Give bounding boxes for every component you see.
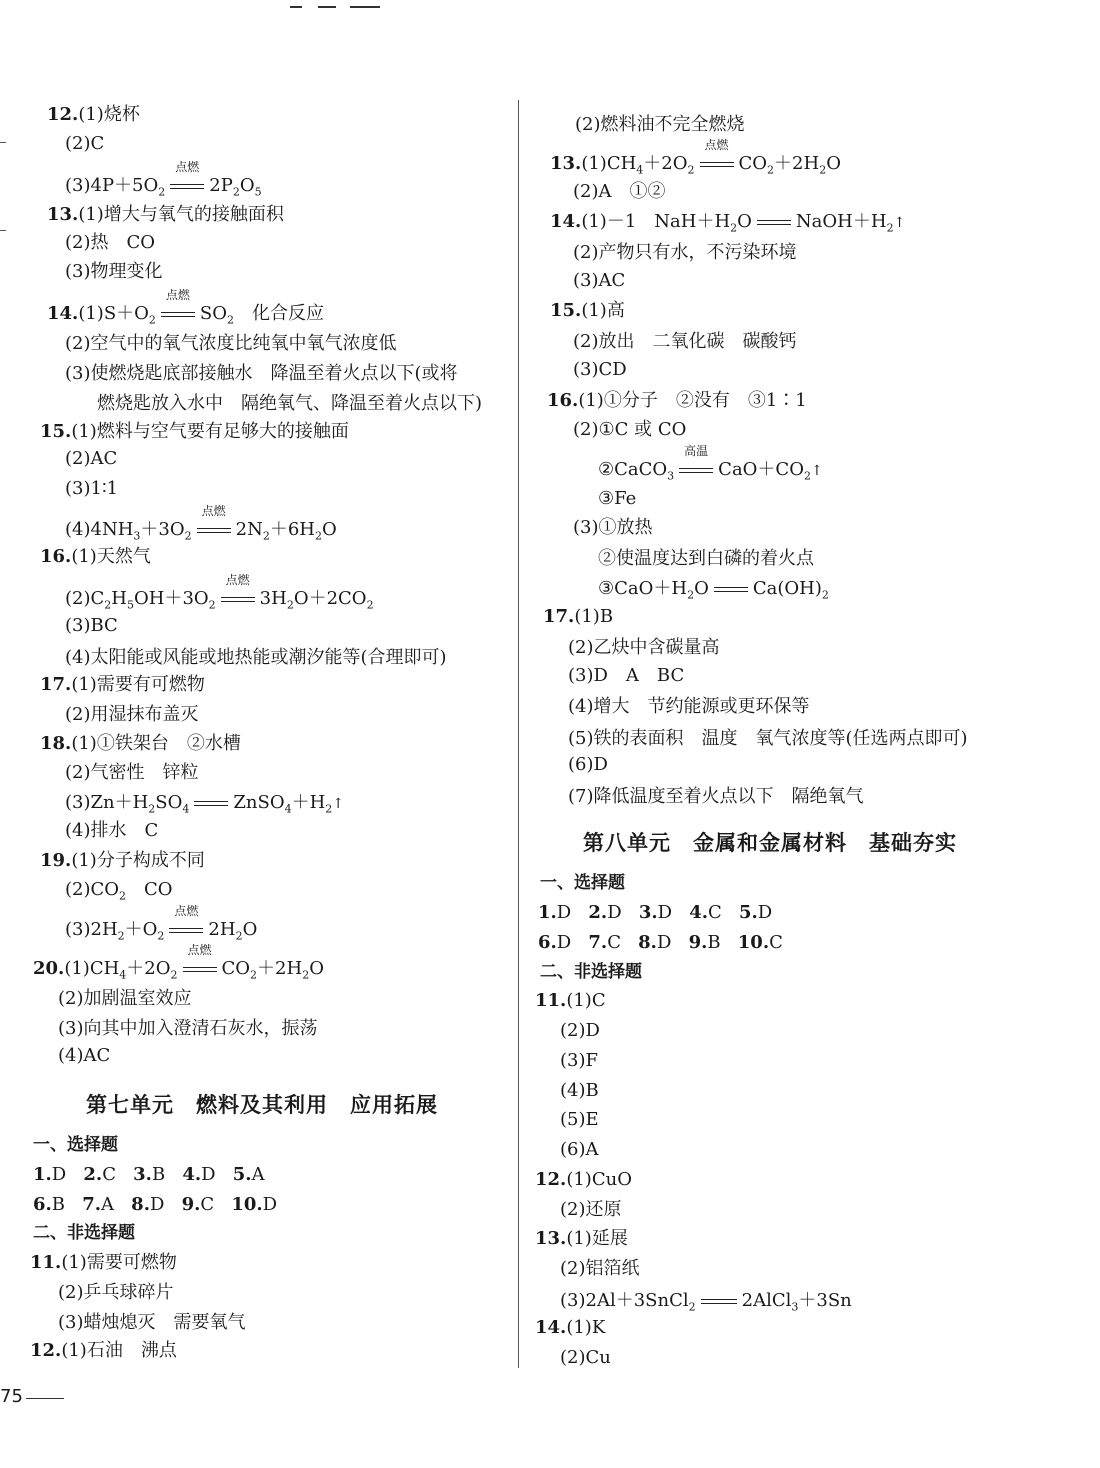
answer-line: 11.(1)需要可燃物 — [30, 1252, 177, 1273]
answer-line: (3)使燃烧匙底部接触水 降温至着火点以下(或将 — [65, 363, 458, 384]
answer-line: (2)用湿抹布盖灭 — [65, 704, 199, 725]
answer-line: (3)CD — [573, 359, 627, 380]
answer-line: (5)E — [560, 1109, 599, 1130]
reaction-arrow: 点燃 — [179, 958, 221, 980]
equation-line: $(3)Zn+H_2SO_4$ $ZnSO_4+H_2↑$ — [65, 792, 345, 816]
answer-line: (4)AC — [58, 1045, 111, 1066]
equation-line: $(4)4NH_3+3O_2$ 点燃 $2N_2+6H_2O$ — [65, 504, 337, 543]
equation-line: $(3)2H_2+O_2$ 点燃 $2H_2O$ — [65, 904, 258, 943]
answer-line: (3)①放热 — [573, 517, 653, 538]
answer-line: 燃烧匙放入水中 隔绝氧气、降温至着火点以下) — [97, 393, 483, 414]
top-edge-marks — [290, 0, 390, 10]
answer-line: (4)B — [560, 1080, 599, 1101]
equation-line: $(3)4P+5O_2$ 点燃 $2P_2O_5$ — [65, 160, 262, 199]
equation-line: 14.(1)－1 $NaH+H_2O$ $NaOH+H_2↑$ — [550, 211, 906, 235]
choice-answers-row: 1.D 2.C 3.B 4.D 5.A — [33, 1164, 265, 1185]
answer-line: (2)Cu — [560, 1347, 611, 1368]
answer-line: 15.(1)高 — [550, 300, 625, 321]
choice-answers-row: 6.B 7.A 8.D 9.C 10.D — [33, 1194, 278, 1215]
equation-line: (3)2Al＋3SnCl$_2$ 2AlCl$_3$＋3Sn — [560, 1290, 852, 1314]
equation-line: $13.(1)CH_4+2O_2$ 点燃 $CO_2+2H_2O$ — [550, 138, 841, 177]
reaction-arrow: 点燃 — [217, 588, 259, 610]
answer-line: (2)燃料油不完全燃烧 — [575, 114, 745, 135]
answer-line: 18.(1)①铁架台 ②水槽 — [40, 733, 241, 754]
answer-line: 17.(1)需要有可燃物 — [40, 674, 205, 695]
answer-line: 17.(1)B — [543, 606, 614, 627]
answer-line: (6)A — [560, 1139, 599, 1160]
answer-line: 12.(1)烧杯 — [47, 104, 140, 125]
answer-line: (7)降低温度至着火点以下 隔绝氧气 — [568, 786, 864, 807]
answer-line: 14.(1)K — [535, 1317, 606, 1338]
answer-line: (4)增大 节约能源或更环保等 — [568, 696, 810, 717]
answer-line: (3)F — [560, 1050, 598, 1071]
answer-line: (2)放出 二氧化碳 碳酸钙 — [573, 331, 797, 352]
equation-line: ②CaCO$_3$ 高温 $CaO+CO_2↑$ — [598, 444, 823, 483]
unit-heading: 第八单元 金属和金属材料 基础夯实 — [583, 830, 957, 855]
answer-line: (3)向其中加入澄清石灰水，振荡 — [58, 1018, 318, 1039]
answer-line: (3)蜡烛熄灭 需要氧气 — [58, 1312, 246, 1333]
reaction-arrow — [710, 578, 752, 600]
answer-line: (2)气密性 锌粒 — [65, 762, 199, 783]
reaction-arrow — [190, 792, 232, 814]
reaction-arrow: 点燃 — [166, 175, 208, 197]
answer-line: 12.(1)CuO — [535, 1169, 632, 1190]
gas-arrow-icon: ↑ — [893, 215, 906, 231]
column-divider — [518, 100, 519, 1368]
reaction-arrow: 点燃 — [165, 919, 207, 941]
reaction-arrow: 高温 — [675, 459, 717, 481]
answer-line: (3)D A BC — [568, 665, 685, 686]
answer-line: (3)1∶1 — [65, 478, 119, 499]
answer-line: ③Fe — [598, 488, 637, 509]
page-number-rule — [26, 1398, 64, 1399]
unit-heading: 第七单元 燃料及其利用 应用拓展 — [86, 1092, 438, 1117]
answer-line: (2)加剧温室效应 — [58, 988, 192, 1009]
answer-line: 19.(1)分子构成不同 — [40, 850, 205, 871]
reaction-arrow — [753, 211, 795, 233]
section-title: 二、非选择题 — [540, 962, 642, 982]
equation-line: $(2)C_2H_5OH+3O_2$ 点燃 $3H_2O+2CO_2$ — [65, 573, 374, 612]
answer-line: (3)AC — [573, 270, 626, 291]
answer-line: (2)乒乓球碎片 — [58, 1282, 174, 1303]
equation-line: $20.(1)CH_4+2O_2$ 点燃 $CO_2+2H_2O$ — [33, 943, 324, 982]
answer-line: (2)AC — [65, 448, 118, 469]
answer-line: (2)热 CO — [65, 232, 156, 253]
answer-line: (2)乙炔中含碳量高 — [568, 637, 720, 658]
section-title: 一、选择题 — [33, 1135, 118, 1155]
answer-line: 12.(1)石油 沸点 — [30, 1340, 177, 1361]
answer-line: (6)D — [568, 754, 608, 775]
equation-line: $③CaO+H_2O$ $Ca(OH)_2$ — [598, 578, 829, 602]
answer-line: (4)排水 C — [65, 820, 159, 841]
answer-line: (2)C — [65, 133, 105, 154]
answer-line: (4)太阳能或风能或地热能或潮汐能等(合理即可) — [65, 647, 447, 668]
answer-line: 16.(1)①分子 ②没有 ③1∶1 — [547, 390, 807, 411]
answer-line: (5)铁的表面积 温度 氧气浓度等(任选两点即可) — [568, 728, 968, 749]
reaction-arrow: 点燃 — [157, 303, 199, 325]
answer-line: (3)物理变化 — [65, 261, 163, 282]
answer-line: (3)BC — [65, 615, 118, 636]
answer-line: (2)铝箔纸 — [560, 1258, 640, 1279]
answer-line: (2)空气中的氧气浓度比纯氧中氧气浓度低 — [65, 333, 397, 354]
reaction-arrow — [697, 1290, 741, 1312]
answer-line: 15.(1)燃料与空气要有足够大的接触面 — [40, 421, 349, 442]
page-number: 75 — [0, 1386, 23, 1407]
answer-line: (2)A ①② — [573, 181, 666, 202]
answer-line: 11.(1)C — [535, 990, 606, 1011]
reaction-arrow: 点燃 — [696, 153, 738, 175]
answer-line: (2)①C 或 CO — [573, 419, 687, 440]
choice-answers-row: 6.D 7.C 8.D 9.B 10.C — [538, 932, 783, 953]
answer-line: 16.(1)天然气 — [40, 546, 151, 567]
section-title: 二、非选择题 — [33, 1223, 135, 1243]
answer-line: 13.(1)延展 — [535, 1228, 628, 1249]
choice-answers-row: 1.D 2.D 3.D 4.C 5.D — [538, 902, 773, 923]
answer-line: (2)还原 — [560, 1199, 622, 1220]
equation-line: $14.(1)S+O_2$ 点燃 $SO_2$ 化合反应 — [47, 288, 325, 327]
gas-arrow-icon: ↑ — [332, 796, 345, 812]
answer-line: (2)产物只有水，不污染环境 — [573, 242, 797, 263]
answer-line: $(2)CO_2$ CO — [65, 879, 173, 903]
answer-line: (2)D — [560, 1020, 600, 1041]
gas-arrow-icon: ↑ — [810, 463, 823, 479]
answer-line: ②使温度达到白磷的着火点 — [598, 548, 814, 569]
answer-line: 13.(1)增大与氧气的接触面积 — [47, 204, 284, 225]
reaction-arrow: 点燃 — [193, 519, 235, 541]
section-title: 一、选择题 — [540, 873, 625, 893]
